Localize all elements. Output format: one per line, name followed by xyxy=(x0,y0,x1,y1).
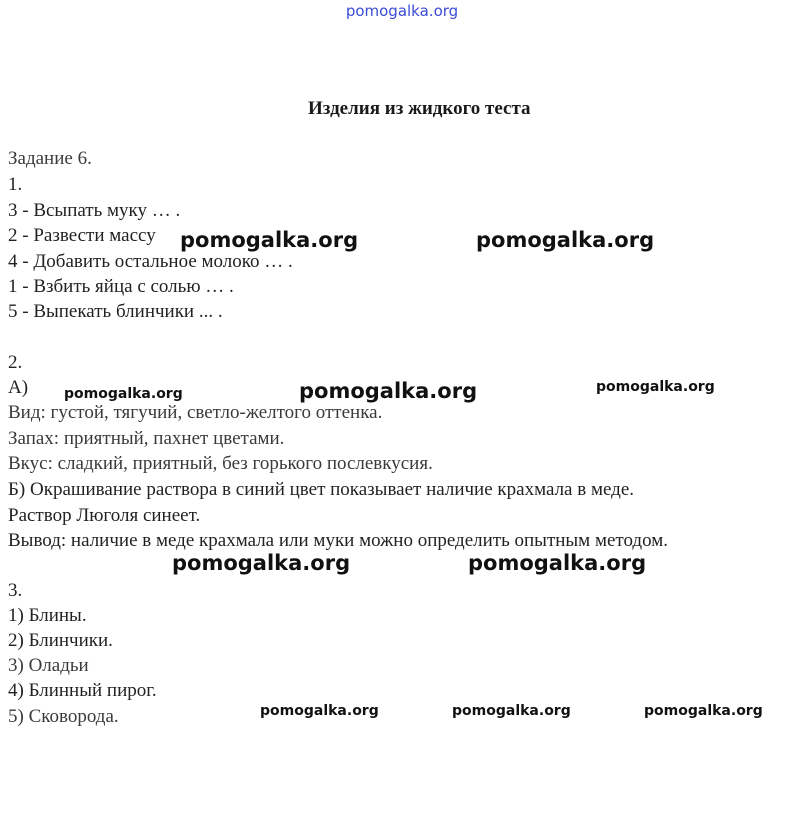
step-line: 5 - Выпекать блинчики ... . xyxy=(8,301,223,322)
watermark: pomogalka.org xyxy=(452,703,571,719)
watermark: pomogalka.org xyxy=(644,703,763,719)
section-2-a-label: А) xyxy=(8,377,29,398)
text-line: Вкус: сладкий, приятный, без горького послевкусия. xyxy=(8,453,433,474)
step-line: 4 - Добавить остальное молоко … . xyxy=(8,251,293,272)
section-1-number: 1. xyxy=(8,174,23,195)
watermark: pomogalka.org xyxy=(299,379,478,403)
list-item: 5) Сковорода. xyxy=(8,706,119,727)
watermark: pomogalka.org xyxy=(64,386,183,402)
section-2-number: 2. xyxy=(8,352,23,373)
watermark: pomogalka.org xyxy=(180,228,359,252)
text-line: Запах: приятный, пахнет цветами. xyxy=(8,428,285,449)
text-line: Б) Окрашивание раствора в синий цвет показывает наличие крахмала в меде. xyxy=(8,479,635,500)
text-line: Вид: густой, тягучий, светло-желтого оттенка. xyxy=(8,402,383,423)
page-title: Изделия из жидкого теста xyxy=(308,98,531,119)
step-line: 1 - Взбить яйца с солью … . xyxy=(8,276,234,297)
watermark: pomogalka.org xyxy=(260,703,379,719)
task-heading: Задание 6. xyxy=(8,148,92,169)
step-line: 2 - Развести массу xyxy=(8,225,156,246)
section-3-number: 3. xyxy=(8,580,23,601)
watermark: pomogalka.org xyxy=(476,228,655,252)
header-site-link[interactable]: pomogalka.org xyxy=(345,2,459,20)
text-line: Раствор Люголя синеет. xyxy=(8,505,201,526)
step-line: 3 - Всыпать муку … . xyxy=(8,200,181,221)
list-item: 4) Блинный пирог. xyxy=(8,680,157,701)
list-item: 2) Блинчики. xyxy=(8,630,113,651)
watermark: pomogalka.org xyxy=(172,551,351,575)
watermark: pomogalka.org xyxy=(596,379,715,395)
list-item: 3) Оладьи xyxy=(8,655,89,676)
text-line: Вывод: наличие в меде крахмала или муки можно определить опытным методом. xyxy=(8,530,668,551)
list-item: 1) Блины. xyxy=(8,605,87,626)
watermark: pomogalka.org xyxy=(468,551,647,575)
